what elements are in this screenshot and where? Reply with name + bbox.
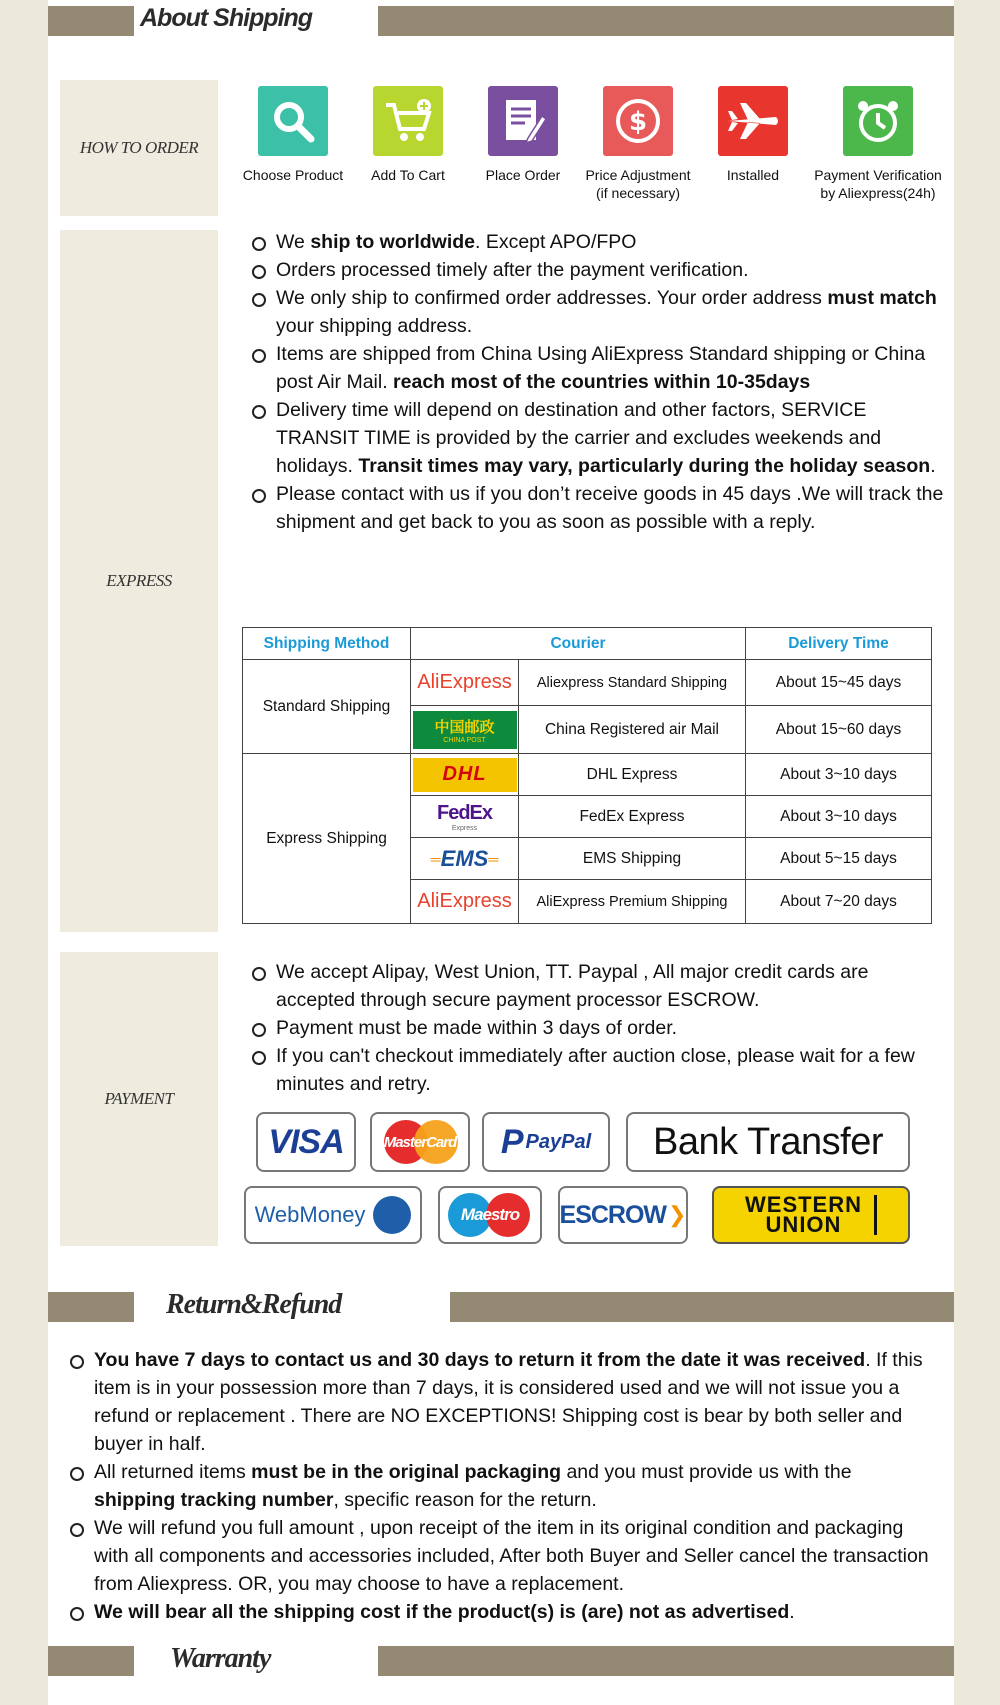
- fedex-logo: FedEx Express: [436, 801, 493, 832]
- step-payment-verification: [803, 84, 953, 202]
- list-item: We accept Alipay, West Union, TT. Paypal , All major credit cards are accepted through secure payment processor ESCROW.: [250, 958, 950, 1014]
- time-cell: About 7~20 days: [746, 880, 932, 924]
- table-row: [243, 754, 932, 796]
- time-cell: About 15~45 days: [746, 660, 932, 706]
- aliexpress-logo: AliExpress: [417, 671, 512, 693]
- step-label: Choose Product: [242, 167, 344, 183]
- paypal-logo: P PayPal: [482, 1112, 610, 1172]
- courier-logo-cell: [411, 660, 519, 706]
- payment-label: PAYMENT: [104, 1089, 174, 1108]
- dhl-logo: DHL: [413, 758, 517, 792]
- step-choose-product: [228, 84, 358, 184]
- webmoney-globe-icon: [373, 1196, 411, 1234]
- clock-icon: [843, 86, 913, 156]
- maestro-logo: Maestro: [438, 1186, 542, 1244]
- aliexpress-logo: AliExpress: [417, 890, 512, 912]
- banner-bar-left: [48, 1292, 134, 1322]
- step-label: Add To Cart: [371, 167, 445, 183]
- time-cell: About 5~15 days: [746, 838, 932, 880]
- step-installed: [688, 84, 818, 184]
- list-item: We ship to worldwide. Except APO/FPO: [250, 228, 950, 256]
- escrow-swoosh-icon: ❯: [668, 1202, 687, 1227]
- shipping-info-page: [48, 0, 954, 1705]
- time-cell: About 3~10 days: [746, 796, 932, 838]
- order-steps: [228, 84, 948, 214]
- step-add-to-cart: [343, 84, 473, 184]
- courier-cell: EMS Shipping: [519, 838, 746, 880]
- express-list: [250, 228, 950, 536]
- list-item: Orders processed timely after the payment verification.: [250, 256, 950, 284]
- return-refund-title: Return&Refund: [166, 1289, 342, 1320]
- list-item: Items are shipped from China Using AliExpress Standard shipping or China post Air Mail. reach most of the countries within 10-35days: [250, 340, 950, 396]
- warranty-banner: [48, 1640, 954, 1676]
- cart-icon: [373, 86, 443, 156]
- search-icon: [258, 86, 328, 156]
- list-item: Please contact with us if you don’t receive goods in 45 days .We will track the shipment and get back to you as soon as possible with a reply.: [250, 480, 950, 536]
- bank-transfer-logo: Bank Transfer: [626, 1112, 910, 1172]
- courier-logo-cell: [411, 880, 519, 924]
- banner-bar-left: [48, 6, 134, 36]
- step-label: Installed: [726, 167, 780, 183]
- express-label-box: [60, 230, 218, 932]
- step-place-order: [458, 84, 588, 184]
- mastercard-logo: MasterCard: [370, 1112, 470, 1172]
- list-item: Payment must be made within 3 days of order.: [250, 1014, 950, 1042]
- how-to-order-label-box: [60, 80, 218, 216]
- how-to-order-label: HOW TO ORDER: [79, 138, 199, 157]
- courier-logo-cell: [411, 796, 519, 838]
- banner-bar-right: [378, 1646, 954, 1676]
- about-shipping-title: About Shipping: [140, 4, 313, 32]
- western-union-bar-icon: [874, 1195, 877, 1235]
- webmoney-logo: WebMoney: [244, 1186, 422, 1244]
- warranty-title: Warranty: [170, 1643, 271, 1674]
- list-item: We only ship to confirmed order addresses. Your order address must match your shipping address.: [250, 284, 950, 340]
- list-item: Delivery time will depend on destination and other factors, SERVICE TRANSIT TIME is provided by the carrier and excludes weekends and holidays. Transit times may vary, particularly during the holiday season.: [250, 396, 950, 480]
- courier-logo-cell: [411, 838, 519, 880]
- svg-text:$: $: [628, 107, 648, 137]
- payment-list: [250, 958, 950, 1098]
- method-cell: Standard Shipping: [243, 660, 411, 754]
- courier-cell: China Registered air Mail: [519, 706, 746, 754]
- courier-logo-cell: [411, 754, 519, 796]
- step-price-adjustment: [573, 84, 703, 202]
- table-row: [243, 660, 932, 706]
- time-cell: About 15~60 days: [746, 706, 932, 754]
- about-shipping-banner: [48, 0, 954, 36]
- payment-label-box: [60, 952, 218, 1246]
- visa-logo: VISA: [256, 1112, 356, 1172]
- list-item: We will bear all the shipping cost if the product(s) is (are) not as advertised.: [68, 1598, 938, 1626]
- header-delivery-time: Delivery Time: [746, 628, 932, 660]
- banner-bar-right: [450, 1292, 954, 1322]
- dollar-icon: [603, 86, 673, 156]
- step-label: Price Adjustment (if necessary): [585, 167, 691, 201]
- method-cell: Express Shipping: [243, 754, 411, 924]
- list-item: All returned items must be in the original packaging and you must provide us with the shipping tracking number, specific reason for the return.: [68, 1458, 938, 1514]
- refund-list: [68, 1346, 938, 1626]
- banner-bar-right: [378, 6, 954, 36]
- step-label: Payment Verification by Aliexpress(24h): [814, 167, 942, 201]
- china-post-logo: 中国邮政 CHINA POST: [413, 711, 517, 749]
- order-form-icon: [488, 86, 558, 156]
- header-courier: Courier: [411, 628, 746, 660]
- table-header-row: [243, 628, 932, 660]
- header-shipping-method: Shipping Method: [243, 628, 411, 660]
- courier-logo-cell: [411, 706, 519, 754]
- banner-bar-left: [48, 1646, 134, 1676]
- courier-cell: FedEx Express: [519, 796, 746, 838]
- ems-logo: ═ EMS ═: [430, 845, 499, 871]
- courier-cell: AliExpress Premium Shipping: [519, 880, 746, 924]
- step-label: Place Order: [485, 167, 561, 183]
- list-item: If you can't checkout immediately after auction close, please wait for a few minutes and retry.: [250, 1042, 950, 1098]
- western-union-logo: WESTERN UNION: [712, 1186, 910, 1244]
- airplane-icon: [718, 86, 788, 156]
- list-item: We will refund you full amount , upon receipt of the item in its original condition and packaging with all components and accessories included, After both Buyer and Seller cancel the transaction from Aliexpress. OR, you may choose to have a replacement.: [68, 1514, 938, 1598]
- shipping-table: [242, 627, 932, 924]
- courier-cell: DHL Express: [519, 754, 746, 796]
- list-item: You have 7 days to contact us and 30 days to return it from the date it was received. If this item is in your possession more than 7 days, it is considered used and we will not issue you a refund or replacement . There are NO EXCEPTIONS! Shipping cost is bear by both seller and buyer in half.: [68, 1346, 938, 1458]
- time-cell: About 3~10 days: [746, 754, 932, 796]
- express-label: EXPRESS: [106, 571, 172, 590]
- courier-cell: Aliexpress Standard Shipping: [519, 660, 746, 706]
- return-refund-banner: [48, 1286, 954, 1322]
- escrow-logo: ESCROW ❯: [558, 1186, 688, 1244]
